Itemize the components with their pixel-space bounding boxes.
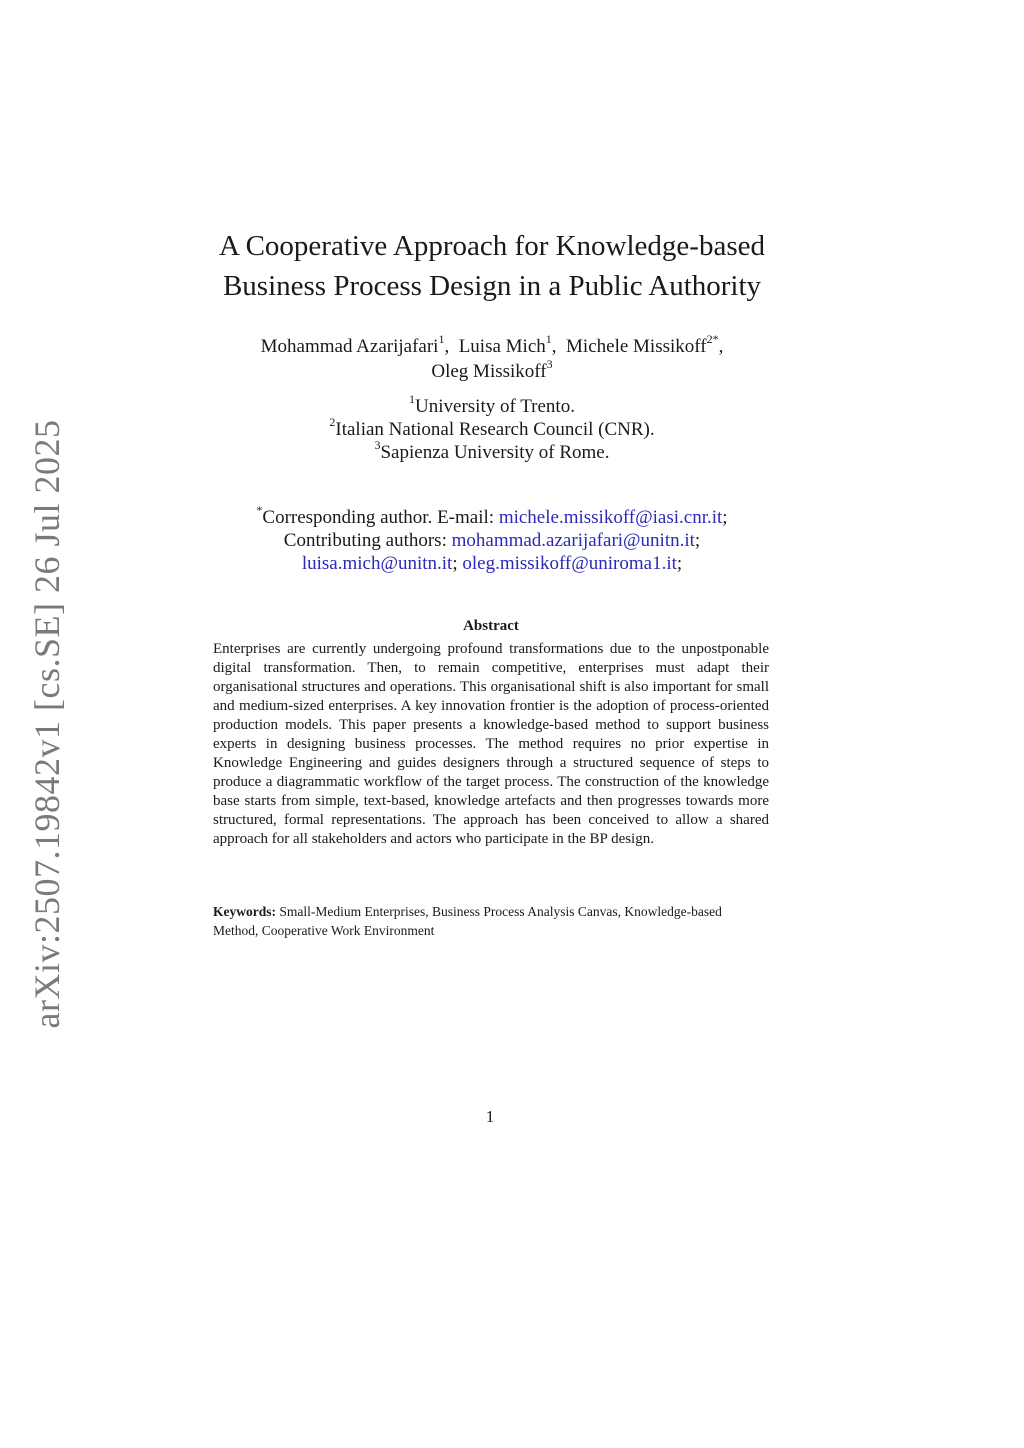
author-separator: , [718, 336, 724, 357]
page-number: 1 [485, 1107, 495, 1126]
affiliation-text: University of Trento. [415, 396, 575, 417]
affiliation-sup: 3 [374, 437, 381, 452]
corresponding-label: Corresponding author. E-mail: [262, 507, 499, 528]
affiliation-item [200, 391, 784, 418]
abstract-heading: Abstract [463, 618, 519, 634]
affiliation-item [200, 437, 784, 464]
author-list [200, 331, 784, 384]
keywords-label: Keywords: [213, 904, 276, 919]
corresponding-line [200, 502, 784, 529]
author-name: Michele Missikoff [566, 336, 707, 357]
corresponding-email-link[interactable]: michele.missikoff@iasi.cnr.it [498, 507, 723, 528]
author-name: Mohammad Azarijafari [260, 336, 439, 357]
contributing-label: Contributing authors: [283, 530, 452, 551]
contributing-line [200, 529, 784, 552]
paper-title [200, 226, 784, 306]
affiliation-sup: 2 [329, 414, 336, 429]
abstract-body: Enterprises are currently undergoing profound transformations due to the unpostponable digital transformation. Then, to remain competitive, enterprises must adapt their organisational structures and operations. This organisational shift is also important for small and medium-sized enterprises. A key innovation frontier is the adoption of process-oriented production models. This paper presents a knowledge-based method to support business experts in designing business processes. The method requires no prior expertise in Knowledge Engineering and guides designers through a structured sequence of steps to produce a diagrammatic workflow of the target process. The construction of the knowledge base starts from simple, text-based, knowledge artefacts and then progresses towards more structured, formal representations. The approach has been conceived to allow a shared approach for all stakeholders and actors who participate in the BP design. [213, 641, 769, 847]
author-affil-sup: 2* [706, 331, 719, 346]
corresponding-info [200, 502, 784, 575]
corresponding-marker: * [256, 502, 263, 517]
affiliation-sup: 1 [409, 391, 416, 406]
author-separator: , [444, 336, 459, 357]
affiliation-item [200, 414, 784, 441]
email-separator: ; [676, 553, 683, 574]
email-separator: ; [452, 553, 463, 574]
author-name: Luisa Mich [458, 336, 546, 357]
author-affil-sup: 1 [545, 331, 552, 346]
affiliation-text: Italian National Research Council (CNR). [335, 419, 655, 440]
title-line-1: A Cooperative Approach for Knowledge-based [218, 230, 765, 262]
author-line-1 [200, 331, 784, 359]
contributing-email-link[interactable]: luisa.mich@unitn.it [301, 553, 453, 574]
title-line-2: Business Process Design in a Public Authority [222, 270, 762, 302]
email-separator: ; [722, 507, 728, 528]
keywords-section [213, 902, 769, 940]
contributing-email-link[interactable]: oleg.missikoff@uniroma1.it [462, 553, 677, 574]
affiliation-text: Sapienza University of Rome. [380, 442, 610, 463]
contributing-email-link[interactable]: mohammad.azarijafari@unitn.it [451, 530, 695, 551]
author-line-2 [200, 356, 784, 384]
author-affil-sup: 3 [546, 356, 553, 371]
affiliation-list [200, 391, 784, 464]
contributing-emails-line [200, 552, 784, 575]
author-affil-sup: 1 [438, 331, 445, 346]
keywords-text: Small-Medium Enterprises, Business Process Analysis Canvas, Knowledge-based Method, Cooperative Work Environment [213, 904, 722, 938]
author-name: Oleg Missikoff [431, 361, 547, 382]
author-separator: , [551, 336, 567, 357]
arxiv-id: arXiv:2507.19842v1 [cs.SE] 26 Jul 2025 [27, 419, 67, 1029]
email-separator: ; [694, 530, 701, 551]
